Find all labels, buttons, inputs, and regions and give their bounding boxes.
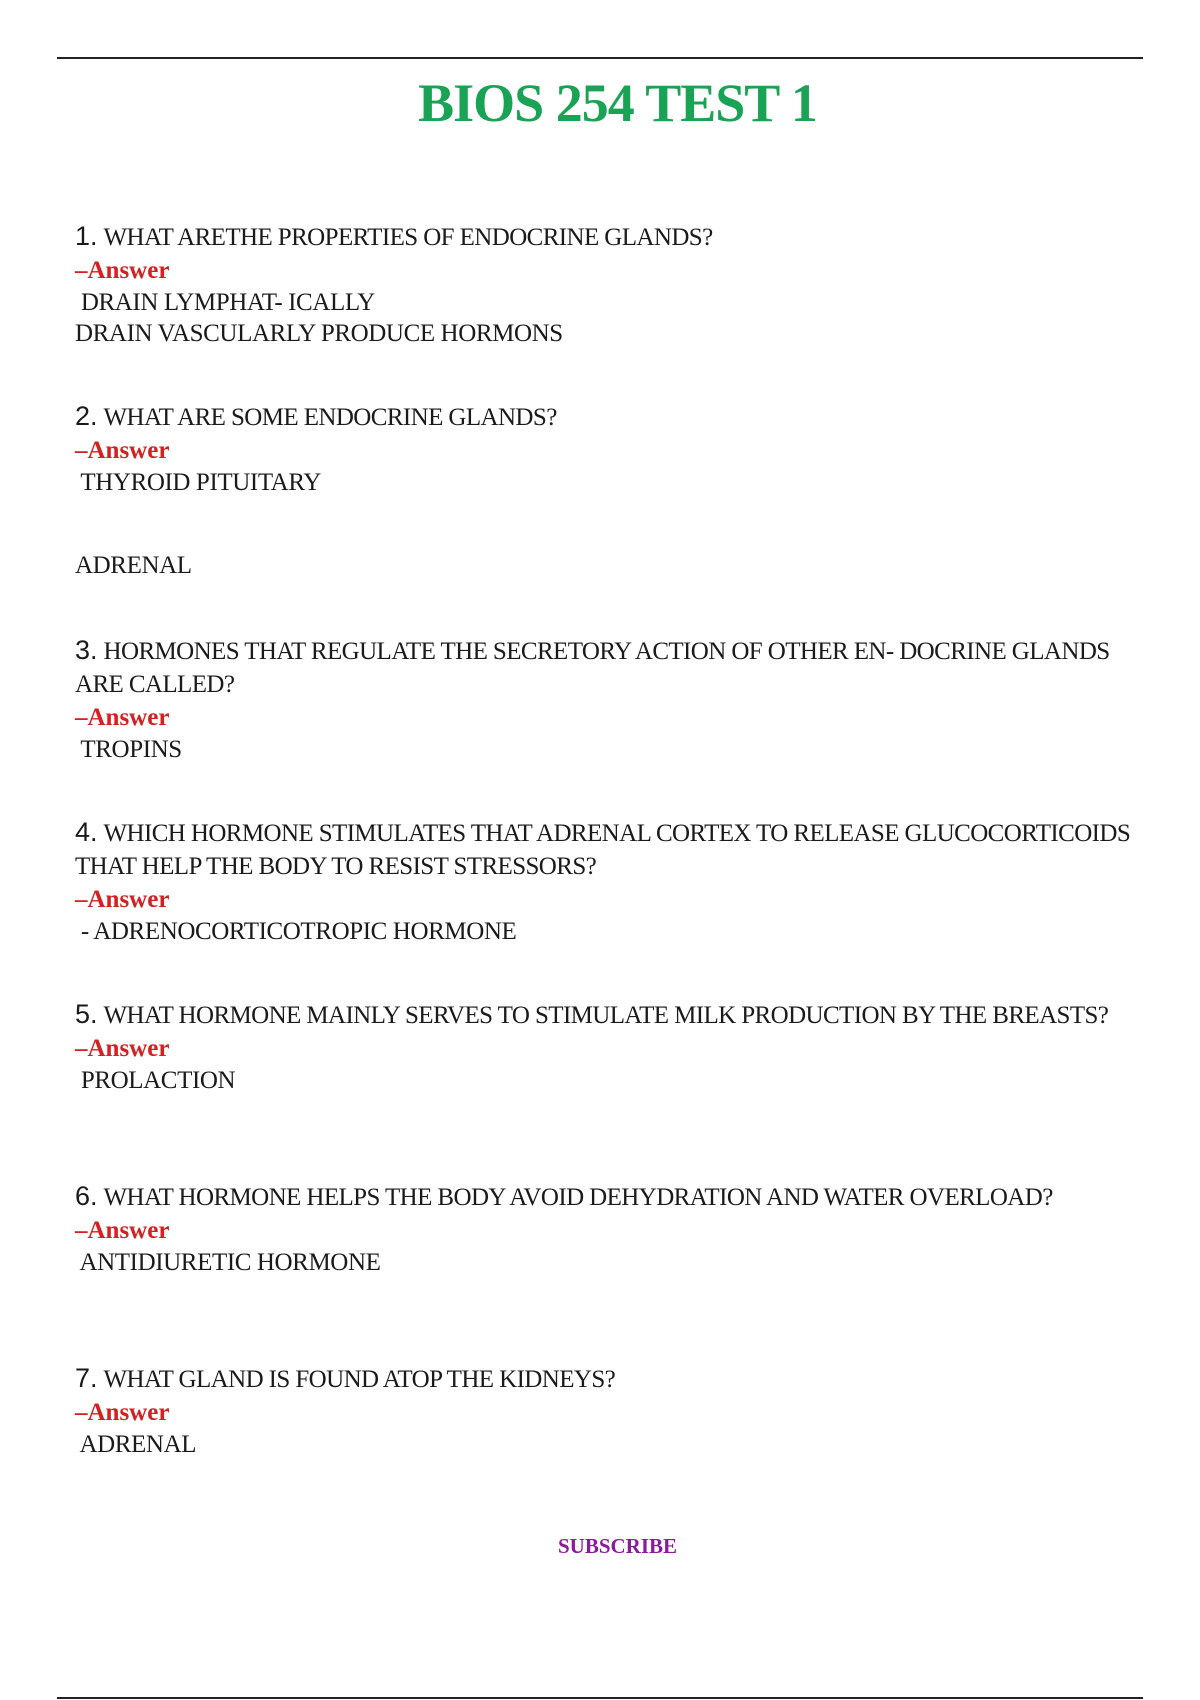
question-7 — [75, 1362, 1155, 1396]
question-number: 3. — [75, 635, 98, 665]
question-number: 5. — [75, 999, 98, 1029]
question-number: 7. — [75, 1363, 98, 1393]
answer-label: –Answer — [75, 704, 170, 731]
question-text: WHAT ARE SOME ENDOCRINE GLANDS? — [103, 404, 557, 431]
question-text: WHAT HORMONE HELPS THE BODY AVOID DEHYDRATION AND WATER OVERLOAD? — [103, 1184, 1053, 1211]
question-text: WHAT GLAND IS FOUND ATOP THE KIDNEYS? — [103, 1366, 616, 1393]
question-block-5 — [75, 998, 1155, 1096]
question-text: WHAT ARETHE PROPERTIES OF ENDOCRINE GLANDS? — [103, 224, 713, 251]
question-text: WHAT HORMONE MAINLY SERVES TO STIMULATE MILK PRODUCTION BY THE BREASTS? — [103, 1002, 1109, 1029]
question-3 — [75, 634, 1155, 701]
answer-label: –Answer — [75, 886, 170, 913]
bottom-divider — [57, 1697, 1143, 1699]
top-divider — [57, 57, 1143, 59]
answer-label: –Answer — [75, 1399, 170, 1426]
question-6 — [75, 1180, 1155, 1214]
answer-label: –Answer — [75, 1035, 170, 1062]
answer-line: ANTIDIURETIC HORMONE — [75, 1249, 381, 1276]
question-block-6 — [75, 1180, 1155, 1278]
subscribe-link[interactable]: SUBSCRIBE — [557, 1534, 678, 1558]
question-block-4 — [75, 816, 1155, 947]
question-block-1 — [75, 220, 1155, 349]
question-block-7 — [75, 1362, 1155, 1460]
question-4 — [75, 816, 1155, 883]
question-block-3 — [75, 634, 1155, 765]
answer-line: ADRENAL — [75, 552, 192, 579]
question-1 — [75, 220, 1155, 254]
question-5 — [75, 998, 1155, 1032]
answer-line: PROLACTION — [75, 1067, 236, 1094]
question-block-2 — [75, 400, 1155, 581]
answer-label: –Answer — [75, 437, 170, 464]
answer-line: DRAIN LYMPHAT- ICALLY — [75, 289, 375, 316]
answer-line — [75, 498, 1155, 550]
answer-line: DRAIN VASCULARLY PRODUCE HORMONS — [75, 320, 563, 347]
question-number: 2. — [75, 401, 98, 431]
answer-label: –Answer — [75, 1217, 170, 1244]
answer-line: - ADRENOCORTICOTROPIC HORMONE — [75, 918, 517, 945]
document-title: BIOS 254 TEST 1 — [418, 73, 817, 133]
question-text: WHICH HORMONE STIMULATES THAT ADRENAL CORTEX TO RELEASE GLUCOCORTICOIDS THAT HELP THE BODY TO RESIST STRESSORS? — [75, 820, 1131, 880]
question-number: 4. — [75, 817, 98, 847]
question-text: HORMONES THAT REGULATE THE SECRETORY ACTION OF OTHER EN- DOCRINE GLANDS ARE CALLED? — [75, 638, 1110, 698]
answer-line: TROPINS — [75, 736, 182, 763]
question-2 — [75, 400, 1155, 434]
answer-line: ADRENAL — [75, 1431, 197, 1458]
answer-line: THYROID PITUITARY — [75, 469, 321, 496]
question-number: 6. — [75, 1181, 98, 1211]
answer-label: –Answer — [75, 257, 170, 284]
question-number: 1. — [75, 221, 98, 251]
